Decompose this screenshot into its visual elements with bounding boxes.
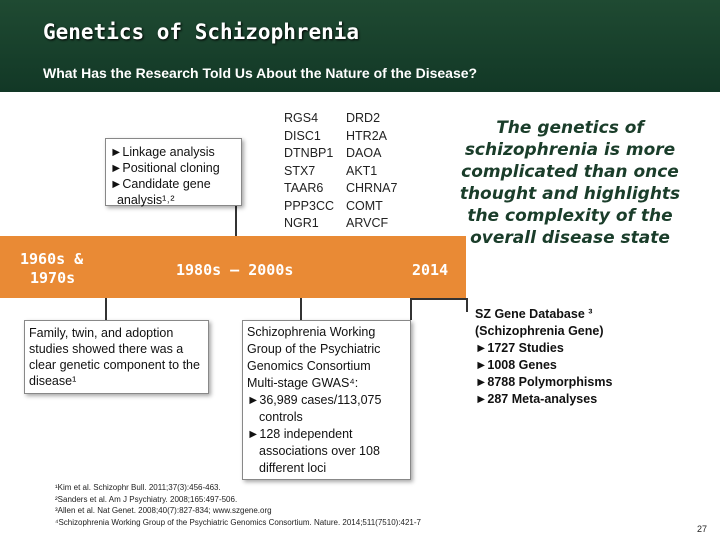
list-item: ►36,989 cases/113,075	[247, 393, 382, 407]
list-item: ►128 independent	[247, 427, 353, 441]
list-item: ►Positional cloning	[110, 161, 220, 175]
family-studies-box	[24, 320, 209, 394]
gene-name: RGS4	[284, 111, 319, 125]
timeline-bar	[0, 236, 466, 298]
sz-title: SZ Gene Database ³	[475, 307, 593, 321]
connector-line	[235, 206, 237, 236]
connector-line	[410, 298, 412, 320]
consortium-text: Multi-stage GWAS⁴:	[247, 376, 359, 390]
page-number: 27	[697, 524, 708, 534]
list-item: associations over 108	[259, 444, 380, 458]
consortium-box	[242, 320, 411, 480]
gene-list-col2	[346, 110, 397, 233]
sz-subtitle: (Schizophrenia Gene)	[475, 324, 604, 338]
gene-list-col1	[284, 110, 334, 233]
connector-line	[410, 298, 468, 300]
gene-name: DTNBP1	[284, 146, 334, 160]
connector-line	[300, 298, 302, 320]
header-banner	[0, 0, 720, 92]
sz-gene-database	[475, 306, 612, 408]
timeline-label: 1970s	[30, 269, 76, 287]
methods-box	[105, 138, 242, 206]
gene-name: DRD2	[346, 111, 381, 125]
consortium-text: Group of the Psychiatric	[247, 342, 381, 356]
gene-name: CHRNA7	[346, 181, 398, 195]
timeline-era-2014: 2014	[412, 261, 449, 279]
page-title: Genetics of Schizophrenia	[43, 20, 360, 44]
list-item: ►1008 Genes	[475, 358, 557, 372]
consortium-text: Genomics Consortium	[247, 359, 371, 373]
list-item: ►Linkage analysis	[110, 145, 215, 159]
timeline-era-1960s	[20, 250, 83, 288]
list-item: ►1727 Studies	[475, 341, 564, 355]
list-item: ►8788 Polymorphisms	[475, 375, 613, 389]
gene-name: DAOA	[346, 146, 382, 160]
timeline-era-1980s: 1980s – 2000s	[176, 261, 294, 279]
highlight-statement: The genetics of schizophrenia is more complicated than once thought and highlights the complexity of the overall disease state	[459, 118, 681, 248]
gene-name: STX7	[284, 163, 316, 178]
reference-item: ³Allen et al. Nat Genet. 2008;40(7):827-834; www.szgene.org	[55, 506, 272, 515]
list-item: analysis¹˒²	[110, 193, 175, 207]
references	[55, 482, 421, 528]
gene-name: TAAR6	[284, 181, 324, 195]
reference-item: ¹Kim et al. Schizophr Bull. 2011;37(3):456-463.	[55, 483, 221, 492]
gene-name: DISC1	[284, 128, 321, 143]
list-item: ►287 Meta-analyses	[475, 392, 598, 406]
gene-name: NGR1	[284, 216, 319, 230]
list-item: controls	[259, 410, 303, 424]
consortium-text: Schizophrenia Working	[247, 325, 376, 339]
reference-item: ⁴Schizophrenia Working Group of the Psychiatric Genomics Consortium. Nature. 2014;511(7510):421-7	[55, 517, 421, 527]
gene-name: COMT	[346, 198, 383, 213]
gene-name: HTR2A	[346, 128, 387, 143]
family-studies-text: Family, twin, and adoption studies showed there was a clear genetic component to the disease¹	[29, 326, 200, 388]
reference-item: ²Sanders et al. Am J Psychiatry. 2008;165:497-506.	[55, 494, 238, 504]
connector-line	[466, 298, 468, 312]
connector-line	[105, 298, 107, 320]
gene-name: AKT1	[346, 163, 378, 178]
gene-name: PPP3CC	[284, 198, 335, 213]
list-item: ►Candidate gene	[110, 177, 211, 191]
timeline-label: 1960s &	[20, 250, 84, 268]
page-subtitle: What Has the Research Told Us About the Nature of the Disease?	[43, 65, 478, 81]
list-item: different loci	[259, 461, 327, 475]
gene-name: ARVCF	[346, 216, 389, 230]
